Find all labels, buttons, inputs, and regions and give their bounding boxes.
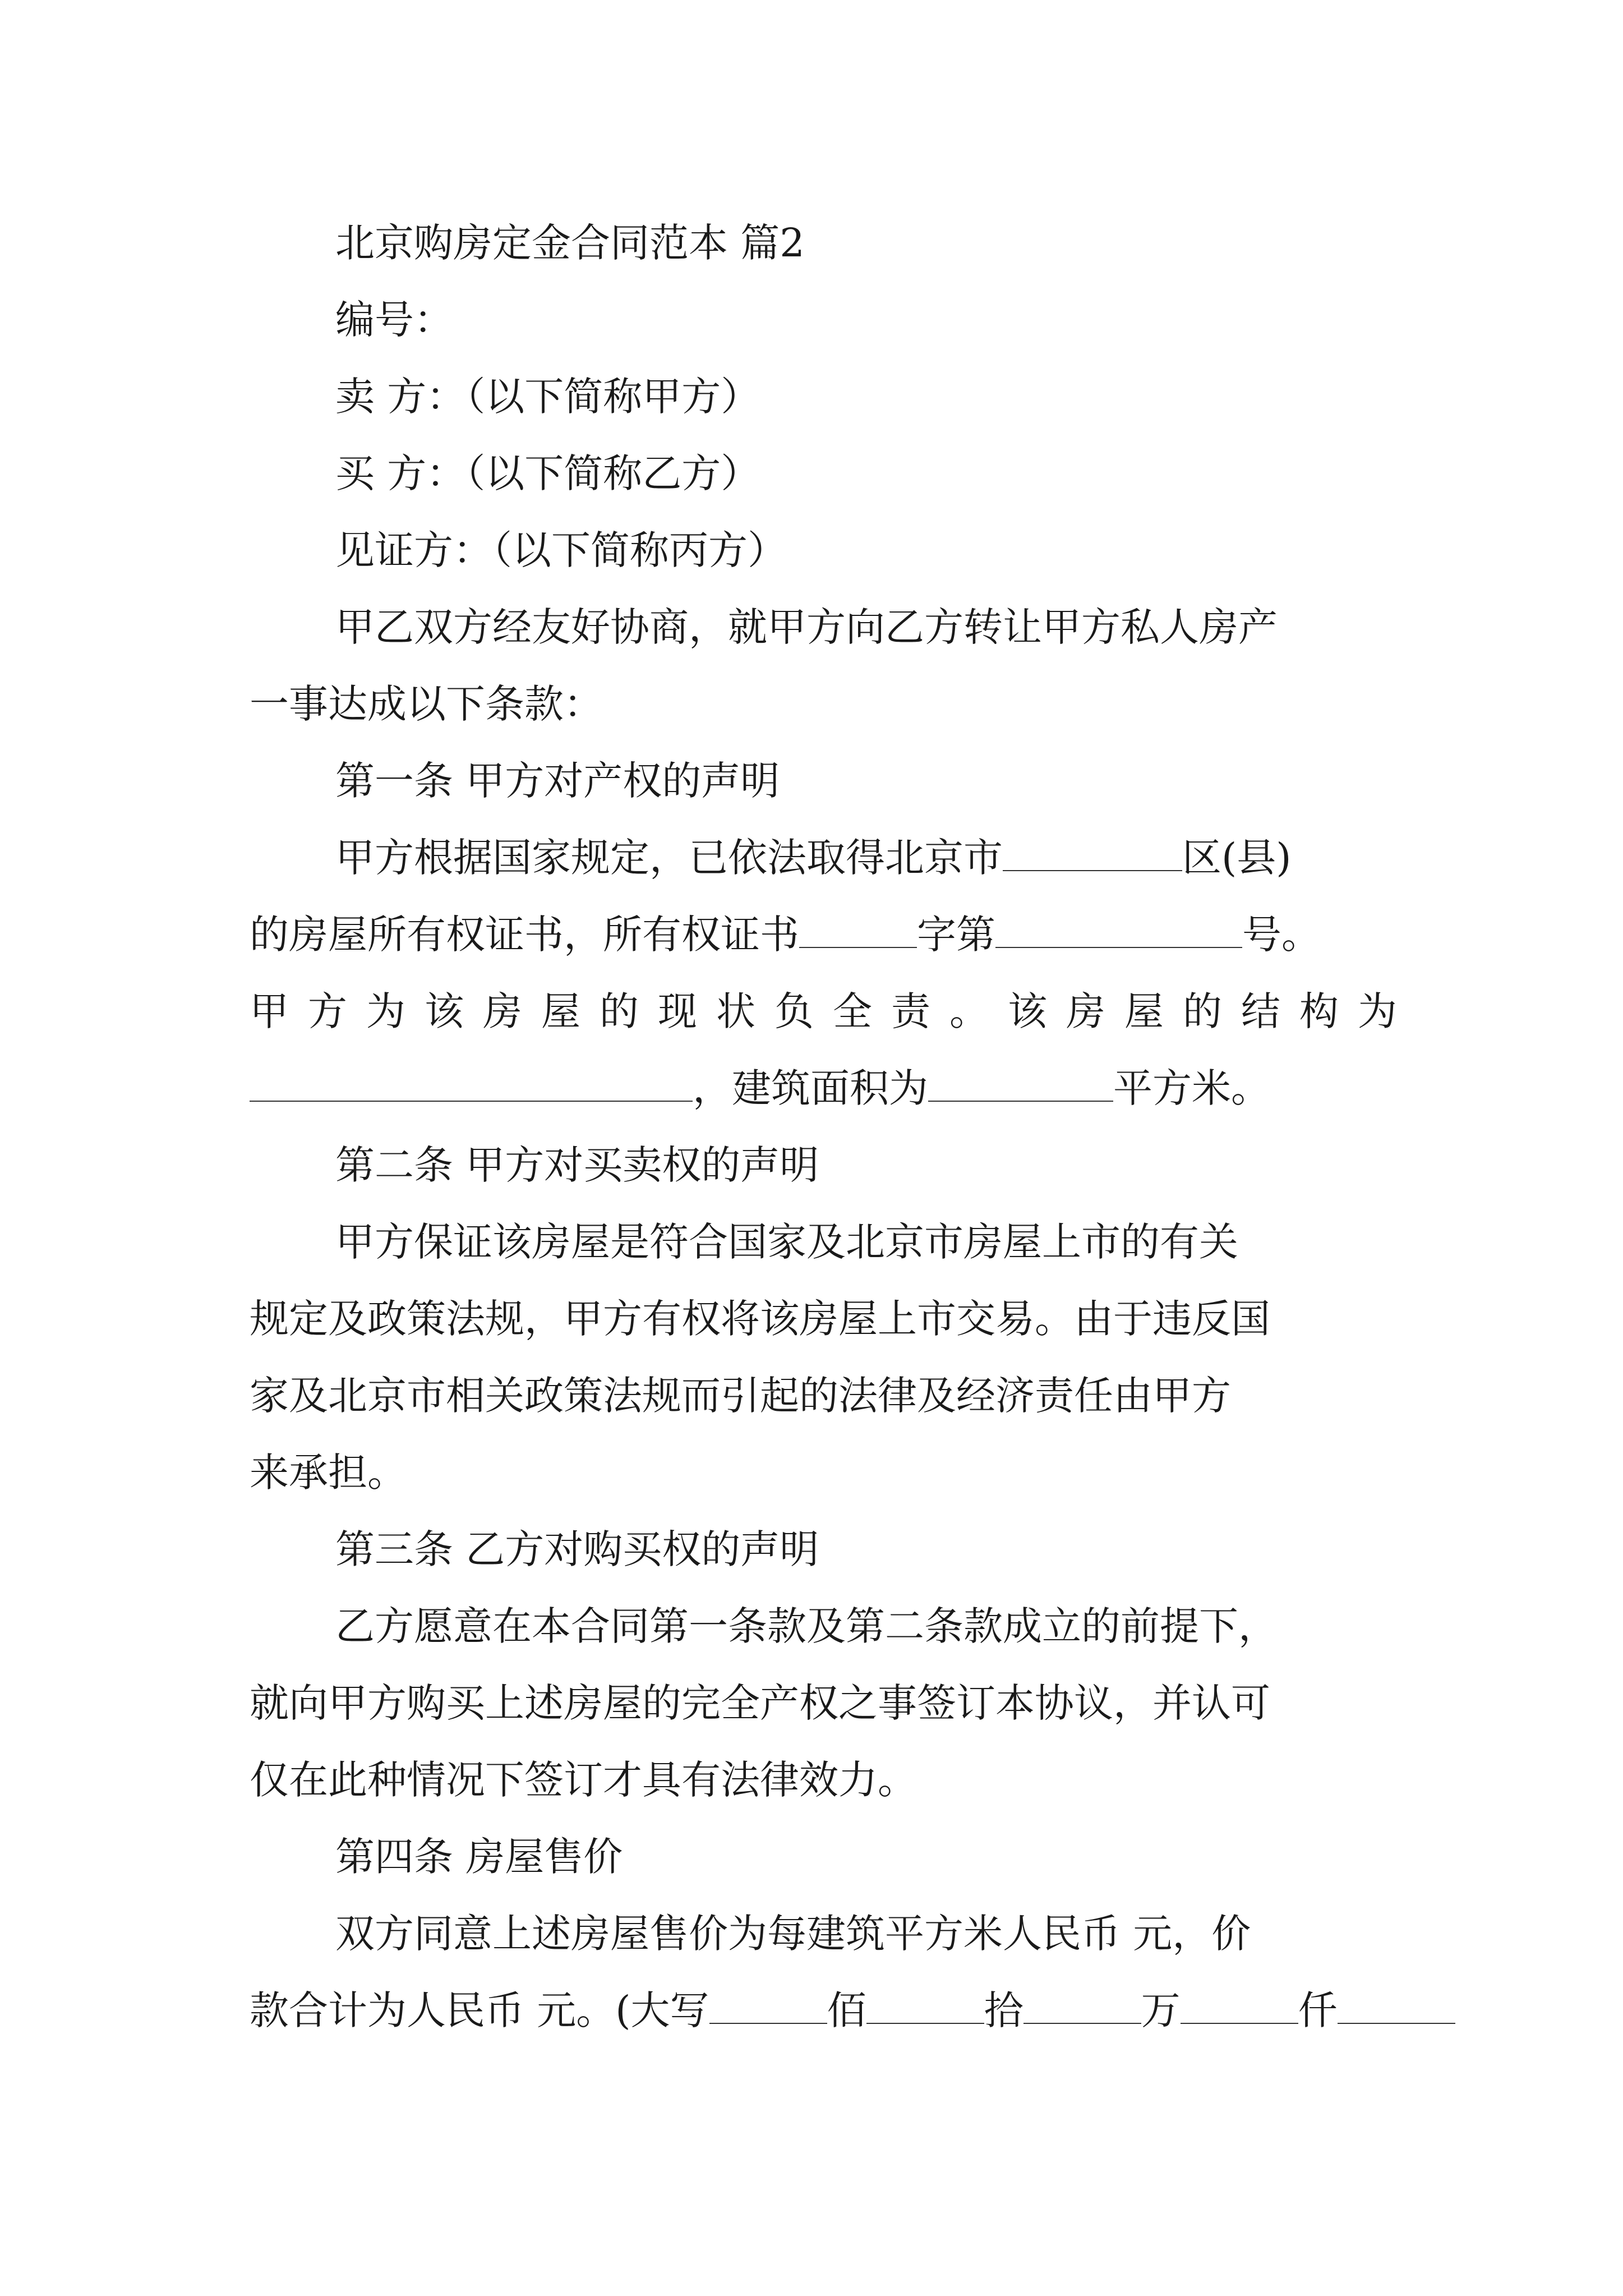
document-title: 北京购房定金合同范本 篇2	[335, 220, 805, 266]
article2-line: 规定及政策法规，甲方有权将该房屋上市交易。由于违反国	[250, 1296, 1270, 1342]
article3-line: 就向甲方购买上述房屋的完全产权之事签订本协议，并认可	[250, 1680, 1270, 1726]
article3-heading: 第三条 乙方对购买权的声明	[335, 1526, 819, 1572]
buyer-line: 买 方：（以下简称乙方）	[335, 450, 760, 496]
article1-text: 甲方根据国家规定，已依法取得北京市	[335, 835, 1003, 881]
article4-heading: 第四条 房屋售价	[335, 1834, 623, 1880]
article1-text: ，建筑面积为	[693, 1065, 928, 1111]
article1-text: 区(县)	[1182, 835, 1292, 881]
certificate-prefix-blank	[799, 912, 917, 948]
article1-heading: 第一条 甲方对产权的声明	[335, 758, 780, 804]
amount-blank	[1023, 1988, 1141, 2024]
article1-text: 平方米。	[1113, 1065, 1270, 1111]
article1-text: 号。	[1242, 912, 1321, 958]
article3-line: 仅在此种情况下签订才具有法律效力。	[250, 1757, 917, 1803]
certificate-number-blank	[995, 912, 1242, 948]
article4-line: 双方同意上述房屋售价为每建筑平方米人民币 元，价	[335, 1911, 1251, 1957]
article2-line: 来承担。	[250, 1450, 407, 1496]
seller-line: 卖 方：（以下简称甲方）	[335, 374, 760, 420]
article1-line	[250, 1061, 1270, 1115]
article1-text: 的房屋所有权证书，所有权证书	[250, 912, 799, 958]
intro-paragraph-line: 甲乙双方经友好协商，就甲方向乙方转让甲方私人房产	[335, 604, 1278, 650]
article1-line	[250, 908, 1321, 961]
article4-line	[250, 1984, 1455, 2037]
amount-blank	[709, 1988, 827, 2024]
article1-line	[335, 831, 1292, 885]
structure-blank	[250, 1066, 693, 1102]
amount-unit: 佰	[827, 1987, 866, 2033]
amount-unit: 仟	[1298, 1987, 1338, 2033]
amount-unit: 万	[1141, 1987, 1181, 2033]
article4-text: 款合计为人民币 元。(大写	[250, 1987, 709, 2033]
amount-blank	[1181, 1988, 1298, 2024]
area-blank	[928, 1066, 1113, 1102]
contract-number-label: 编号：	[335, 297, 453, 343]
article2-heading: 第二条 甲方对买卖权的声明	[335, 1142, 819, 1188]
amount-blank	[1338, 1988, 1455, 2024]
witness-line: 见证方：（以下简称丙方）	[335, 527, 787, 573]
intro-paragraph-line: 一事达成以下条款：	[250, 681, 603, 727]
article2-line: 甲方保证该房屋是符合国家及北京市房屋上市的有关	[335, 1219, 1238, 1265]
article1-line: 甲方为该房屋的现状负全责。该房屋的结构为	[250, 988, 1416, 1034]
amount-unit: 拾	[984, 1987, 1023, 2033]
district-blank	[1003, 835, 1182, 871]
article2-line: 家及北京市相关政策法规而引起的法律及经济责任由甲方	[250, 1373, 1231, 1419]
article3-line: 乙方愿意在本合同第一条款及第二条款成立的前提下，	[335, 1603, 1278, 1649]
amount-blank	[866, 1988, 984, 2024]
article1-text: 字第	[917, 912, 995, 958]
